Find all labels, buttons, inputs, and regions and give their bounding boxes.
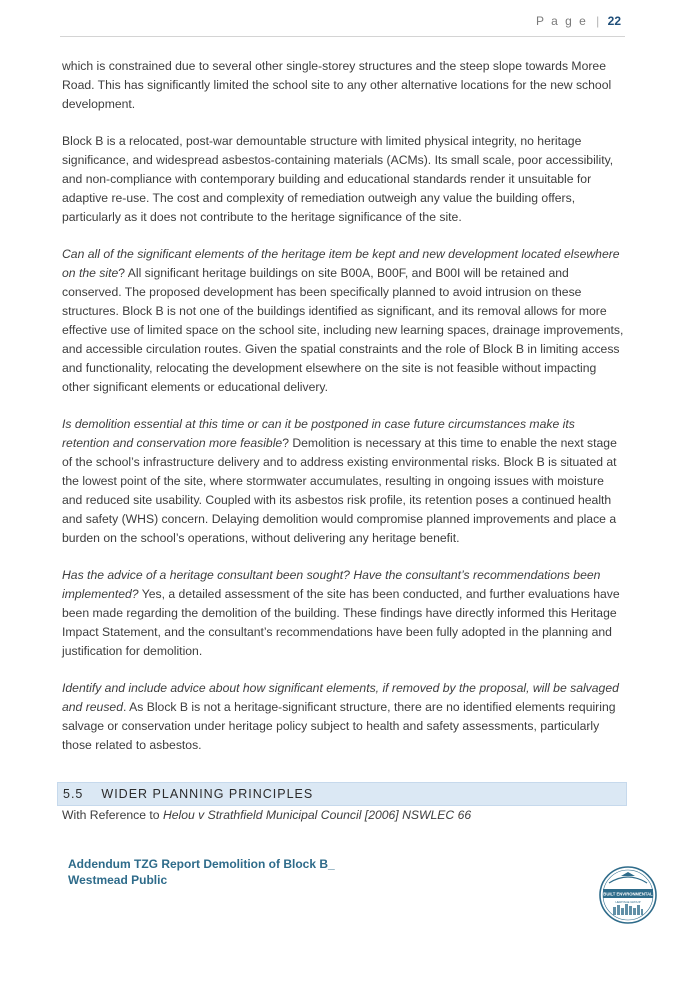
paragraph-consultant xyxy=(62,566,624,661)
logo-text-2: HERITAGE GROUP xyxy=(615,900,641,904)
section-title: WIDER PLANNING PRINCIPLES xyxy=(101,787,314,801)
reference-line xyxy=(62,808,471,822)
paragraph-continuation: which is constrained due to several other single-storey structures and the steep slope towards Moree Road. This has significantly limited the school site to any other alternative locations for the new school development. xyxy=(62,59,612,111)
question-salvage: Identify and include advice about how significant elements, if removed by the proposal, will be salvaged and reused xyxy=(62,681,619,714)
paragraph-demolition xyxy=(62,415,624,548)
section-heading xyxy=(57,782,627,806)
footer-line-2: Westmead Public xyxy=(68,873,168,887)
heritage-group-logo xyxy=(595,865,661,925)
section-number: 5.5 xyxy=(63,787,84,801)
answer-consultant: Yes, a detailed assessment of the site has been conducted, and further evaluations have been made regarding the demolition of the building. These findings have directly informed this Heritage Impact Statement, and the consultant’s recommendations have been fully adopted in the planning and justification for demolition. xyxy=(62,587,620,658)
header-divider xyxy=(60,36,625,37)
answer-salvage: . As Block B is not a heritage-significant structure, there are no identified elements requiring salvage or conservation under heritage policy subject to health and safety assessments, particularly those related to asbestos. xyxy=(62,700,616,752)
question-retention: Can all of the significant elements of the heritage item be kept and new development located elsewhere on the site xyxy=(62,247,620,280)
page-label: P a g e xyxy=(536,14,588,28)
question-consultant: Has the advice of a heritage consultant been sought? Have the consultant’s recommendations been implemented? xyxy=(62,568,601,601)
body-text xyxy=(62,57,624,773)
footer-line-1: Addendum TZG Report Demolition of Block B_ xyxy=(68,857,335,871)
logo-text-1: BUILT ENVIRONMENTAL xyxy=(603,891,653,897)
reference-prefix: With Reference to xyxy=(62,808,163,822)
logo-skyline-icon xyxy=(613,904,643,915)
reference-case: Helou v Strathfield Municipal Council [2006] NSWLEC 66 xyxy=(162,808,472,822)
answer-retention: ? All significant heritage buildings on site B00A, B00F, and B00I will be retained and conserved. The proposed development has been specifically planned to avoid intrusion on these structures. Block B is not one of the buildings identified as significant, and its removal allows for more effective use of limited space on the school site, including new learning spaces, drainage improvements, and accessible circulation routes. Given the spatial constraints and the role of Block B in limiting access and functionality, relocating the development elsewhere on the site is not feasible without impacting other significant elements or educational delivery. xyxy=(62,266,624,394)
page-header xyxy=(536,14,621,32)
page-number: 22 xyxy=(607,14,621,28)
question-demolition: Is demolition essential at this time or can it be postponed in case future circumstances make its retention and conservation more feasible xyxy=(62,417,575,450)
paragraph-salvage xyxy=(62,679,624,755)
paragraph-retention xyxy=(62,245,624,397)
paragraph-block-b: Block B is a relocated, post-war demountable structure with limited physical integrity, no heritage significance, and widespread asbestos-containing materials (ACMs). Its small scale, poor accessibility, and non-compliance with contemporary building and educational standards render it unsuitable for adaptive re-use. The cost and complexity of remediation outweigh any value the building offers, particularly as it does not contribute to the heritage significance of the site. xyxy=(62,134,614,224)
footer-title xyxy=(68,856,335,888)
answer-demolition: ? Demolition is necessary at this time to enable the next stage of the school’s infrastructure delivery and to address existing environmental risks. Block B is situated at the lowest point of the site, where stormwater accumulates, resulting in ongoing issues with moisture and reduced site usability. Coupled with its asbestos risk profile, its retention poses a continued health and safety (WHS) concern. Delaying demolition would compromise planned improvements and place a burden on the school’s operations, without delivering any heritage benefit. xyxy=(62,436,617,545)
page-separator: | xyxy=(596,14,600,28)
